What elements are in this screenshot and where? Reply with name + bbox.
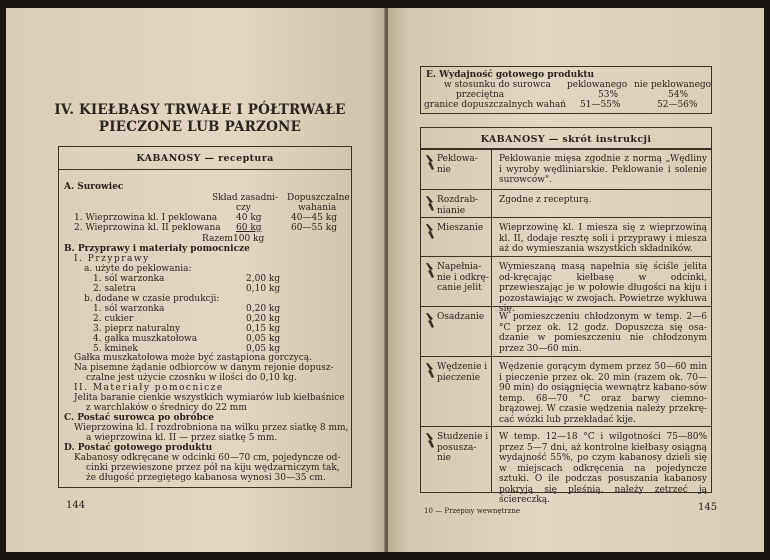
pointing-hand-icon	[424, 312, 436, 330]
instruction-row	[421, 306, 711, 356]
instruction-row	[421, 217, 711, 256]
instruction-step-label: Osadzanie	[437, 312, 485, 322]
section-a-heading: A. Surowiec	[64, 182, 124, 192]
production-item-name: 5. kminek	[93, 344, 138, 354]
sub-ii-heading: II. Materiały pomocnicze	[74, 383, 224, 393]
aux-materials-1: Jelita baranie cienkie wszystkich wymiarów lub kiełbaśnice	[74, 393, 345, 403]
instruction-step-desc: W pomieszczeniu chłodzonym w temp. 2—6 °C przez ok. 12 godz. Dopuszcza się osa-dzanie w pomieszczeniu nie chłodzonym przez 30—60 min.	[499, 312, 707, 354]
col-header-tolerance: Dopuszczalne	[287, 193, 350, 203]
yield-col2-header: nie peklowanego	[634, 80, 712, 90]
footer-note: 10 — Przepisy wewnętrzne	[424, 507, 521, 515]
instruction-step-label: Rozdrab- nianie	[437, 195, 479, 216]
instruction-step-desc: Wymieszaną masą napełnia się ściśle jelita od-kręcając kiełbasę w odcinki, przewieszając je w połowie długości na kiju i pozostawiając w zwojach. Powietrze wykłuwa się.	[499, 262, 707, 314]
curing-item-name: 1. sól warzonka	[93, 274, 165, 284]
production-item-name: 4. gałka muszkatołowa	[93, 334, 198, 344]
aux-materials-2: z warchlaków o średnicy do 22 mm	[86, 403, 247, 413]
pointing-hand-icon	[424, 362, 436, 380]
pointing-hand-icon	[424, 262, 436, 280]
col-header-composition: Skład zasadni-	[212, 193, 279, 203]
pointing-hand-icon	[424, 154, 436, 172]
section-d-text-1: Kabanosy odkręcane w odcinki 60—70 cm, pojedyncze od-	[74, 453, 341, 463]
yield-title: E. Wydajność gotowego produktu	[426, 70, 595, 80]
sub-b-heading: b. dodane w czasie produkcji:	[84, 294, 220, 304]
instruction-step-desc: Wieprzowinę kl. I miesza się z wieprzowiną kl. II, dodaje resztę soli i przyprawy i miesza aż do wymieszania wszystkich składników.	[499, 223, 707, 254]
production-item-qty: 0,05 kg	[246, 344, 281, 354]
raw-material-range: 60—55 kg	[291, 223, 337, 233]
yield-col1-header: peklowanego	[567, 80, 628, 90]
yield-row3-label: granice dopuszczalnych wahań	[424, 100, 567, 110]
raw-material-amount: 60 kg	[236, 223, 262, 233]
production-item-name: 2. cukier	[93, 314, 134, 324]
raw-material-range: 40—45 kg	[291, 213, 337, 223]
yield-range-cured: 51—55%	[580, 100, 621, 110]
chapter-heading-line2: PIECZONE LUB PARZONE	[98, 119, 302, 135]
total-value: 100 kg	[233, 234, 265, 244]
production-item-qty: 0,20 kg	[246, 314, 281, 324]
recipe-box-title: KABANOSY — receptura	[59, 147, 351, 170]
instruction-step-label: Studzenie i posusza- nie	[437, 432, 489, 463]
section-d-text-3: że długość przegiętego kabanosa wynosi 30—35 cm.	[86, 473, 326, 483]
page-number-left: 144	[66, 500, 86, 511]
section-d-heading: D. Postać gotowego produktu	[64, 443, 213, 453]
instructions-title: KABANOSY — skrót instrukcji	[421, 128, 711, 150]
raw-material-name: 2. Wieprzowina kl. II peklowana	[74, 223, 221, 233]
note-nutmeg: Gałka muszkatołowa może być zastąpiona gorczycą.	[74, 353, 312, 363]
section-d-text-2: cinki przewieszone przez pół na kiju wędzarniczym tak,	[86, 463, 340, 473]
instruction-step-desc: W temp. 12—18 °C i wilgotności 75—80% przez 5—7 dni, aż kontrolne kiełbasy osiągną wydajność 55%, po czym kabanosy dzieli się w miejscach odkręcenia na pojedyncze sztuki. O ile podczas posuszania kabanosy pokryją się pleśnią, należy zetrzeć ją ściereczką.	[499, 432, 707, 505]
note-garlic-2: czalne jest użycie czosnku w ilości do 0,10 kg.	[86, 373, 297, 383]
instruction-step-desc: Peklowanie mięsa zgodnie z normą „Wędliny i wyroby wędliniarskie. Peklowanie i solenie surowców".	[499, 154, 707, 185]
production-item-qty: 0,15 kg	[246, 324, 281, 334]
instruction-step-label: Wędzenie i pieczenie	[437, 362, 488, 383]
curing-item-qty: 2,00 kg	[246, 274, 281, 284]
pointing-hand-icon	[424, 195, 436, 213]
section-c-text-2: a wieprzowina kl. II — przez siatkę 5 mm.	[86, 433, 278, 443]
instruction-row	[421, 256, 711, 314]
sub-a-heading: a. użyte do peklowania:	[84, 264, 192, 274]
section-c-text-1: Wieprzowina kl. I rozdrobniona na wilku przez siatkę 8 mm,	[74, 423, 349, 433]
production-item-name: 3. pieprz naturalny	[93, 324, 181, 334]
note-garlic-1: Na pisemne żądanie odbiorców w danym rejonie dopusz-	[74, 363, 334, 373]
instruction-step-desc: Wędzenie gorącym dymem przez 50—60 min i pieczenie przez ok. 20 min (razem ok. 70—90 min) do osiągnięcia wewnątrz kabano-sów temp. 68—70 °C oraz barwy ciemno-brązowej. W czasie wędzenia należy przekrę-cać wózki lub przekładać kije.	[499, 362, 707, 425]
section-b-heading: B. Przyprawy i materiały pomocnicze	[64, 244, 250, 254]
raw-material-amount: 40 kg	[236, 213, 262, 223]
instruction-step-label: Peklowa- nie	[437, 154, 478, 175]
pointing-hand-icon	[424, 432, 436, 450]
instruction-row	[421, 426, 711, 505]
chapter-heading	[50, 102, 350, 136]
instruction-step-label: Mieszanie	[437, 223, 484, 233]
pointing-hand-icon	[424, 223, 436, 241]
col-header-tolerance-2: wahania	[298, 203, 337, 213]
chapter-heading-line1: IV. KIEŁBASY TRWAŁE I PÓŁTRWAŁE	[54, 102, 346, 118]
yield-row2-label: przeciętna	[456, 90, 505, 100]
yield-range-uncured: 52—56%	[657, 100, 698, 110]
production-item-qty: 0,20 kg	[246, 304, 281, 314]
production-item-qty: 0,05 kg	[246, 334, 281, 344]
yield-average-uncured: 54%	[668, 90, 689, 100]
raw-material-name: 1. Wieprzowina kl. I peklowana	[74, 213, 218, 223]
page-number-right: 145	[698, 502, 718, 513]
yield-row1-label: w stosunku do surowca	[444, 80, 551, 90]
total-label: Razem	[202, 234, 233, 244]
instruction-step-label: Napełnia- nie i odkrę- canie jelit	[437, 262, 489, 293]
curing-item-name: 2. saletra	[93, 284, 136, 294]
instruction-row	[421, 356, 711, 426]
yield-average-cured: 53%	[598, 90, 619, 100]
instruction-step-desc: Zgodne z recepturą.	[499, 195, 592, 205]
section-c-heading: C. Postać surowca po obróbce	[64, 413, 214, 423]
sub-i-heading: I. Przyprawy	[74, 254, 150, 264]
production-item-name: 1. sól warzonka	[93, 304, 165, 314]
curing-item-qty: 0,10 kg	[246, 284, 281, 294]
instruction-row	[421, 148, 711, 189]
col-header-composition-2: czy	[236, 203, 251, 213]
instructions-box	[420, 127, 712, 505]
instruction-row	[421, 189, 711, 217]
